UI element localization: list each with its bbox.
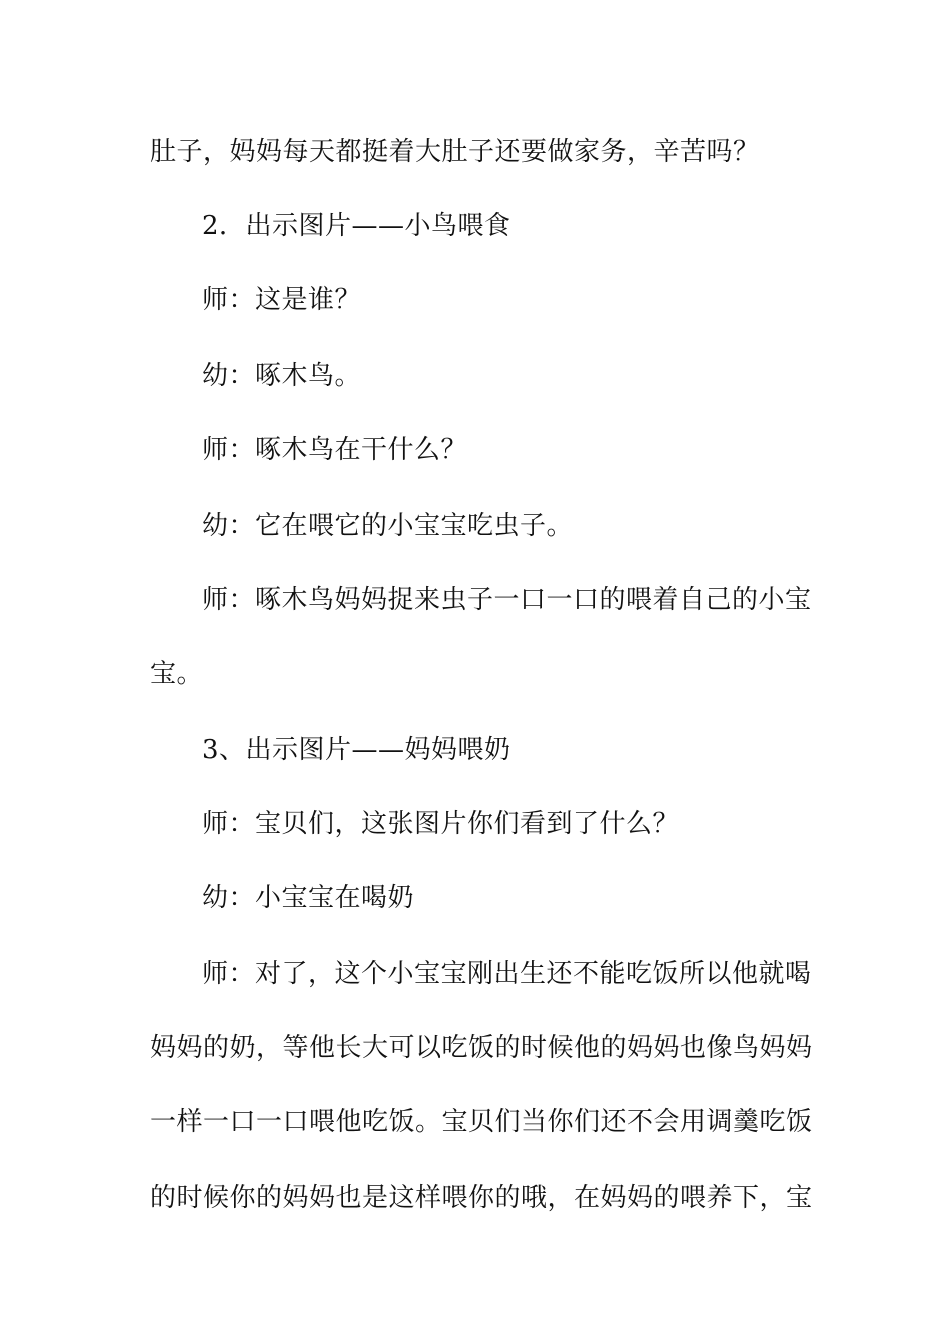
text-line: 肚子，妈妈每天都挺着大肚子还要做家务，辛苦吗？ — [150, 137, 760, 167]
dialogue-line: 师：啄木鸟在干什么？ — [202, 435, 468, 465]
text-line: 的时候你的妈妈也是这样喂你的哦，在妈妈的喂养下，宝 — [150, 1183, 813, 1213]
section-heading: 2．出示图片——小鸟喂食 — [202, 211, 511, 241]
dialogue-line: 师：对了，这个小宝宝刚出生还不能吃饭所以他就喝 — [202, 959, 812, 989]
dialogue-line: 幼：啄木鸟。 — [202, 361, 362, 391]
text-line: 宝。 — [150, 659, 204, 689]
text-line: 一样一口一口喂他吃饭。宝贝们当你们还不会用调羹吃饭 — [150, 1107, 813, 1137]
dialogue-line: 师：宝贝们，这张图片你们看到了什么？ — [202, 809, 680, 839]
section-heading: 3、出示图片——妈妈喂奶 — [202, 735, 511, 765]
dialogue-line: 师：这是谁？ — [202, 285, 362, 315]
text-line: 妈妈的奶，等他长大可以吃饭的时候他的妈妈也像鸟妈妈 — [150, 1033, 813, 1063]
dialogue-line: 幼：小宝宝在喝奶 — [202, 883, 415, 913]
dialogue-line: 师：啄木鸟妈妈捉来虫子一口一口的喂着自己的小宝 — [202, 585, 812, 615]
dialogue-line: 幼：它在喂它的小宝宝吃虫子。 — [202, 511, 574, 541]
